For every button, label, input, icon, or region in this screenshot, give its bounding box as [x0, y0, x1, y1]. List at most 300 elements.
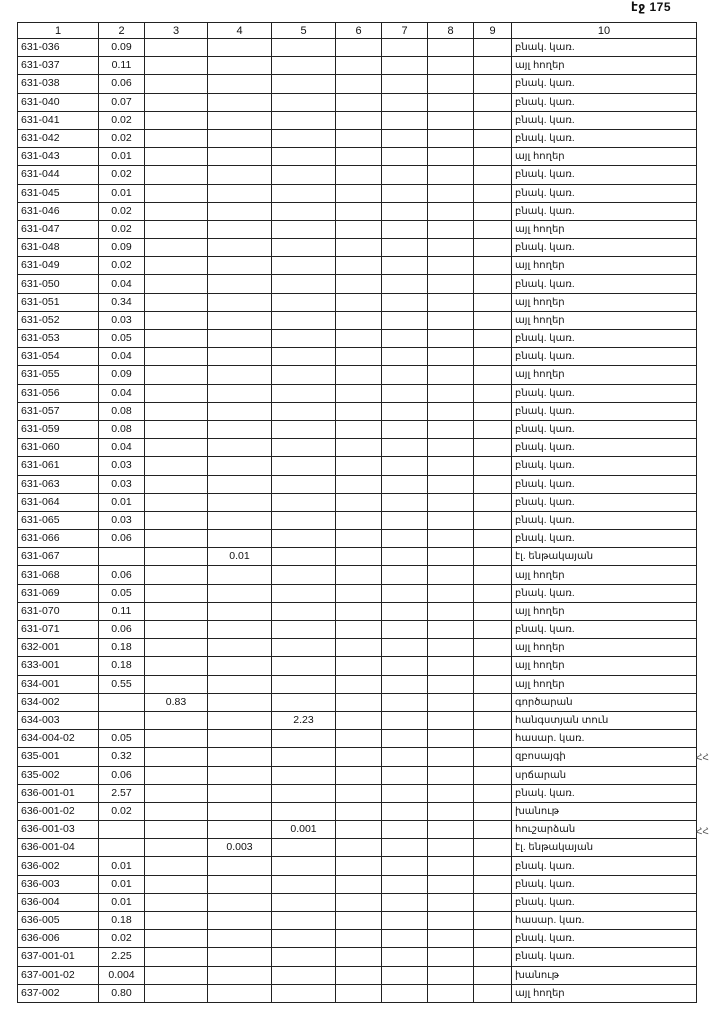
area-cell-col4 [208, 257, 272, 275]
area-cell-col9 [474, 711, 512, 729]
area-cell-col8 [428, 184, 474, 202]
area-cell-col2: 0.05 [99, 584, 145, 602]
area-cell-col8 [428, 57, 474, 75]
area-cell-col6 [336, 766, 382, 784]
land-use-cell: սրճարան [512, 766, 697, 784]
area-cell-col4 [208, 293, 272, 311]
parcel-code-cell: 636-001-01 [18, 784, 99, 802]
area-cell-col8 [428, 730, 474, 748]
table-row [18, 893, 697, 911]
area-cell-col6 [336, 966, 382, 984]
area-cell-col5 [272, 129, 336, 147]
table-body [18, 39, 697, 1003]
column-header-9: 9 [474, 23, 512, 39]
table-row [18, 930, 697, 948]
area-cell-col7 [382, 511, 428, 529]
area-cell-col6 [336, 711, 382, 729]
area-cell-col3 [145, 912, 208, 930]
table-row [18, 111, 697, 129]
area-cell-col8 [428, 802, 474, 820]
area-cell-col4 [208, 202, 272, 220]
area-cell-col3 [145, 748, 208, 766]
area-cell-col7 [382, 457, 428, 475]
area-cell-col9 [474, 439, 512, 457]
land-use-cell: բնակ. կառ. [512, 857, 697, 875]
margin-mark: ՀՀ [696, 826, 709, 836]
land-use-cell: բնակ. կառ. [512, 948, 697, 966]
area-cell-col9 [474, 420, 512, 438]
area-cell-col5 [272, 802, 336, 820]
area-cell-col3 [145, 602, 208, 620]
area-cell-col3 [145, 675, 208, 693]
area-cell-col7 [382, 166, 428, 184]
land-use-cell: էլ. ենթակայան [512, 548, 697, 566]
area-cell-col2: 0.08 [99, 420, 145, 438]
area-cell-col3 [145, 875, 208, 893]
table-row [18, 657, 697, 675]
area-cell-col8 [428, 220, 474, 238]
area-cell-col7 [382, 548, 428, 566]
area-cell-col4 [208, 330, 272, 348]
land-use-cell: այլ հողեր [512, 57, 697, 75]
area-cell-col6 [336, 602, 382, 620]
area-cell-col4 [208, 39, 272, 57]
area-cell-col5: 0.001 [272, 821, 336, 839]
area-cell-col3 [145, 621, 208, 639]
area-cell-col3 [145, 966, 208, 984]
parcel-code-cell: 636-001-03 [18, 821, 99, 839]
area-cell-col3 [145, 548, 208, 566]
parcel-code-cell: 631-069 [18, 584, 99, 602]
area-cell-col6 [336, 912, 382, 930]
parcel-code-cell: 636-005 [18, 912, 99, 930]
area-cell-col8 [428, 639, 474, 657]
area-cell-col2: 0.03 [99, 475, 145, 493]
table-row [18, 730, 697, 748]
area-cell-col2 [99, 693, 145, 711]
land-use-cell: բնակ. կառ. [512, 930, 697, 948]
area-cell-col7 [382, 148, 428, 166]
area-cell-col8 [428, 584, 474, 602]
area-cell-col5 [272, 948, 336, 966]
area-cell-col8 [428, 766, 474, 784]
area-cell-col9 [474, 566, 512, 584]
table-row [18, 129, 697, 147]
area-cell-col2: 2.25 [99, 948, 145, 966]
table-row [18, 166, 697, 184]
parcel-code-cell: 631-070 [18, 602, 99, 620]
land-use-cell: այլ հողեր [512, 366, 697, 384]
table-row [18, 948, 697, 966]
area-cell-col4 [208, 584, 272, 602]
area-cell-col8 [428, 930, 474, 948]
margin-mark: ՀՀ [696, 752, 709, 762]
parcel-code-cell: 634-003 [18, 711, 99, 729]
area-cell-col9 [474, 239, 512, 257]
area-cell-col5 [272, 330, 336, 348]
parcel-code-cell: 631-053 [18, 330, 99, 348]
area-cell-col5 [272, 239, 336, 257]
area-cell-col7 [382, 857, 428, 875]
table-row [18, 439, 697, 457]
area-cell-col3 [145, 184, 208, 202]
area-cell-col6 [336, 275, 382, 293]
land-use-cell: գործարան [512, 693, 697, 711]
area-cell-col4 [208, 875, 272, 893]
area-cell-col4 [208, 984, 272, 1002]
area-cell-col6 [336, 202, 382, 220]
area-cell-col2: 0.01 [99, 493, 145, 511]
area-cell-col3 [145, 984, 208, 1002]
area-cell-col9 [474, 930, 512, 948]
area-cell-col2: 0.05 [99, 330, 145, 348]
area-cell-col9 [474, 93, 512, 111]
area-cell-col9 [474, 548, 512, 566]
table-row [18, 57, 697, 75]
area-cell-col9 [474, 966, 512, 984]
area-cell-col3 [145, 766, 208, 784]
area-cell-col4 [208, 802, 272, 820]
area-cell-col5 [272, 893, 336, 911]
area-cell-col2: 0.04 [99, 439, 145, 457]
parcel-code-cell: 631-071 [18, 621, 99, 639]
area-cell-col9 [474, 784, 512, 802]
area-cell-col6 [336, 821, 382, 839]
area-cell-col4 [208, 639, 272, 657]
area-cell-col9 [474, 402, 512, 420]
table-row [18, 984, 697, 1002]
area-cell-col2: 2.57 [99, 784, 145, 802]
area-cell-col3 [145, 111, 208, 129]
area-cell-col9 [474, 984, 512, 1002]
area-cell-col4 [208, 384, 272, 402]
table-row [18, 857, 697, 875]
area-cell-col7 [382, 875, 428, 893]
area-cell-col9 [474, 475, 512, 493]
area-cell-col3 [145, 530, 208, 548]
area-cell-col6 [336, 584, 382, 602]
area-cell-col5 [272, 111, 336, 129]
area-cell-col2: 0.04 [99, 275, 145, 293]
area-cell-col2: 0.32 [99, 748, 145, 766]
area-cell-col6 [336, 893, 382, 911]
area-cell-col7 [382, 475, 428, 493]
area-cell-col2 [99, 821, 145, 839]
table-row [18, 148, 697, 166]
area-cell-col5 [272, 457, 336, 475]
land-use-cell: բնակ. կառ. [512, 384, 697, 402]
area-cell-col9 [474, 893, 512, 911]
area-cell-col2: 0.11 [99, 57, 145, 75]
area-cell-col4 [208, 566, 272, 584]
area-cell-col7 [382, 402, 428, 420]
area-cell-col6 [336, 548, 382, 566]
area-cell-col4 [208, 220, 272, 238]
area-cell-col4 [208, 239, 272, 257]
area-cell-col7 [382, 766, 428, 784]
area-cell-col9 [474, 657, 512, 675]
area-cell-col3 [145, 75, 208, 93]
area-cell-col5 [272, 511, 336, 529]
parcel-code-cell: 631-066 [18, 530, 99, 548]
area-cell-col7 [382, 839, 428, 857]
parcel-code-cell: 631-057 [18, 402, 99, 420]
area-cell-col6 [336, 184, 382, 202]
area-cell-col6 [336, 439, 382, 457]
area-cell-col4 [208, 821, 272, 839]
area-cell-col3 [145, 475, 208, 493]
area-cell-col4 [208, 493, 272, 511]
area-cell-col5 [272, 566, 336, 584]
land-use-cell: բնակ. կառ. [512, 420, 697, 438]
area-cell-col7 [382, 439, 428, 457]
parcel-code-cell: 631-050 [18, 275, 99, 293]
area-cell-col9 [474, 730, 512, 748]
area-cell-col5 [272, 966, 336, 984]
parcel-code-cell: 634-004-02 [18, 730, 99, 748]
area-cell-col7 [382, 584, 428, 602]
area-cell-col5 [272, 75, 336, 93]
land-use-cell: զբոսայգի [512, 748, 697, 766]
land-use-cell: բնակ. կառ. [512, 330, 697, 348]
table-row [18, 220, 697, 238]
area-cell-col4 [208, 912, 272, 930]
parcel-code-cell: 631-054 [18, 348, 99, 366]
area-cell-col4 [208, 893, 272, 911]
area-cell-col2: 0.004 [99, 966, 145, 984]
table-row [18, 39, 697, 57]
area-cell-col4 [208, 693, 272, 711]
parcel-code-cell: 636-004 [18, 893, 99, 911]
area-cell-col9 [474, 530, 512, 548]
area-cell-col8 [428, 839, 474, 857]
area-cell-col2: 0.06 [99, 566, 145, 584]
area-cell-col6 [336, 857, 382, 875]
parcel-code-cell: 636-003 [18, 875, 99, 893]
table-row [18, 748, 697, 766]
land-use-cell: այլ հողեր [512, 257, 697, 275]
table-row [18, 766, 697, 784]
area-cell-col9 [474, 511, 512, 529]
area-cell-col5 [272, 621, 336, 639]
area-cell-col6 [336, 148, 382, 166]
area-cell-col6 [336, 948, 382, 966]
area-cell-col6 [336, 93, 382, 111]
area-cell-col4: 0.01 [208, 548, 272, 566]
area-cell-col2: 0.02 [99, 802, 145, 820]
area-cell-col2: 0.09 [99, 239, 145, 257]
area-cell-col8 [428, 875, 474, 893]
area-cell-col4 [208, 439, 272, 457]
land-use-cell: բնակ. կառ. [512, 475, 697, 493]
land-use-cell: այլ հողեր [512, 984, 697, 1002]
area-cell-col9 [474, 184, 512, 202]
area-cell-col7 [382, 220, 428, 238]
area-cell-col8 [428, 530, 474, 548]
area-cell-col8 [428, 912, 474, 930]
area-cell-col7 [382, 621, 428, 639]
area-cell-col4 [208, 766, 272, 784]
area-cell-col7 [382, 693, 428, 711]
area-cell-col6 [336, 984, 382, 1002]
table-row [18, 839, 697, 857]
area-cell-col3 [145, 311, 208, 329]
area-cell-col2: 0.01 [99, 857, 145, 875]
land-use-cell: այլ հողեր [512, 639, 697, 657]
column-header-5: 5 [272, 23, 336, 39]
area-cell-col4 [208, 475, 272, 493]
area-cell-col5 [272, 584, 336, 602]
area-cell-col8 [428, 148, 474, 166]
area-cell-col6 [336, 730, 382, 748]
area-cell-col8 [428, 984, 474, 1002]
area-cell-col5 [272, 839, 336, 857]
land-use-cell: բնակ. կառ. [512, 129, 697, 147]
area-cell-col9 [474, 75, 512, 93]
area-cell-col8 [428, 821, 474, 839]
area-cell-col2: 0.05 [99, 730, 145, 748]
area-cell-col5 [272, 748, 336, 766]
area-cell-col3 [145, 857, 208, 875]
table-row [18, 330, 697, 348]
area-cell-col8 [428, 748, 474, 766]
area-cell-col5 [272, 348, 336, 366]
area-cell-col7 [382, 57, 428, 75]
table-row [18, 420, 697, 438]
area-cell-col6 [336, 311, 382, 329]
table-row [18, 275, 697, 293]
table-row [18, 693, 697, 711]
area-cell-col9 [474, 111, 512, 129]
area-cell-col9 [474, 220, 512, 238]
land-use-cell: բնակ. կառ. [512, 75, 697, 93]
parcel-code-cell: 631-068 [18, 566, 99, 584]
land-use-cell: այլ հողեր [512, 220, 697, 238]
parcel-code-cell: 631-067 [18, 548, 99, 566]
area-cell-col9 [474, 366, 512, 384]
area-cell-col9 [474, 857, 512, 875]
area-cell-col6 [336, 257, 382, 275]
area-cell-col8 [428, 366, 474, 384]
table-row [18, 875, 697, 893]
table-row [18, 530, 697, 548]
table-row [18, 675, 697, 693]
area-cell-col6 [336, 111, 382, 129]
area-cell-col4 [208, 311, 272, 329]
area-cell-col5 [272, 530, 336, 548]
parcel-code-cell: 637-002 [18, 984, 99, 1002]
area-cell-col8 [428, 966, 474, 984]
area-cell-col5 [272, 693, 336, 711]
area-cell-col3 [145, 639, 208, 657]
area-cell-col5 [272, 784, 336, 802]
area-cell-col8 [428, 475, 474, 493]
land-use-cell: բնակ. կառ. [512, 166, 697, 184]
land-use-cell: բնակ. կառ. [512, 111, 697, 129]
area-cell-col2: 0.18 [99, 912, 145, 930]
area-cell-col9 [474, 57, 512, 75]
area-cell-col2: 0.80 [99, 984, 145, 1002]
parcel-code-cell: 631-042 [18, 129, 99, 147]
area-cell-col9 [474, 493, 512, 511]
area-cell-col8 [428, 93, 474, 111]
area-cell-col3 [145, 493, 208, 511]
area-cell-col7 [382, 639, 428, 657]
area-cell-col6 [336, 39, 382, 57]
area-cell-col3 [145, 511, 208, 529]
area-cell-col5 [272, 93, 336, 111]
area-cell-col6 [336, 839, 382, 857]
table-row [18, 584, 697, 602]
area-cell-col5 [272, 984, 336, 1002]
area-cell-col5 [272, 420, 336, 438]
land-use-cell: բնակ. կառ. [512, 493, 697, 511]
area-cell-col4 [208, 275, 272, 293]
area-cell-col4 [208, 184, 272, 202]
area-cell-col8 [428, 257, 474, 275]
area-cell-col7 [382, 275, 428, 293]
column-header-2: 2 [99, 23, 145, 39]
area-cell-col8 [428, 784, 474, 802]
area-cell-col6 [336, 220, 382, 238]
parcel-code-cell: 631-052 [18, 311, 99, 329]
parcel-code-cell: 631-037 [18, 57, 99, 75]
area-cell-col4 [208, 621, 272, 639]
area-cell-col4 [208, 348, 272, 366]
area-cell-col5 [272, 257, 336, 275]
area-cell-col9 [474, 802, 512, 820]
area-cell-col3 [145, 439, 208, 457]
area-cell-col9 [474, 293, 512, 311]
column-header-6: 6 [336, 23, 382, 39]
table-header-row [18, 23, 697, 39]
parcel-code-cell: 631-036 [18, 39, 99, 57]
area-cell-col6 [336, 566, 382, 584]
area-cell-col8 [428, 75, 474, 93]
land-use-cell: բնակ. կառ. [512, 457, 697, 475]
area-cell-col3 [145, 239, 208, 257]
area-cell-col2: 0.02 [99, 202, 145, 220]
area-cell-col2: 0.55 [99, 675, 145, 693]
table-row [18, 257, 697, 275]
area-cell-col7 [382, 748, 428, 766]
land-use-cell: էլ. ենթակայան [512, 839, 697, 857]
area-cell-col2 [99, 548, 145, 566]
land-use-cell: այլ հողեր [512, 602, 697, 620]
area-cell-col8 [428, 348, 474, 366]
parcel-code-cell: 631-041 [18, 111, 99, 129]
area-cell-col8 [428, 493, 474, 511]
parcel-code-cell: 631-064 [18, 493, 99, 511]
area-cell-col8 [428, 311, 474, 329]
area-cell-col5 [272, 602, 336, 620]
area-cell-col7 [382, 366, 428, 384]
area-cell-col4 [208, 857, 272, 875]
area-cell-col8 [428, 893, 474, 911]
area-cell-col3 [145, 893, 208, 911]
table-row [18, 475, 697, 493]
area-cell-col2: 0.09 [99, 366, 145, 384]
area-cell-col6 [336, 420, 382, 438]
land-use-cell: բնակ. կառ. [512, 202, 697, 220]
parcel-code-cell: 631-065 [18, 511, 99, 529]
parcel-code-cell: 631-043 [18, 148, 99, 166]
area-cell-col6 [336, 293, 382, 311]
area-cell-col9 [474, 621, 512, 639]
area-cell-col5 [272, 166, 336, 184]
area-cell-col8 [428, 602, 474, 620]
table-row [18, 511, 697, 529]
